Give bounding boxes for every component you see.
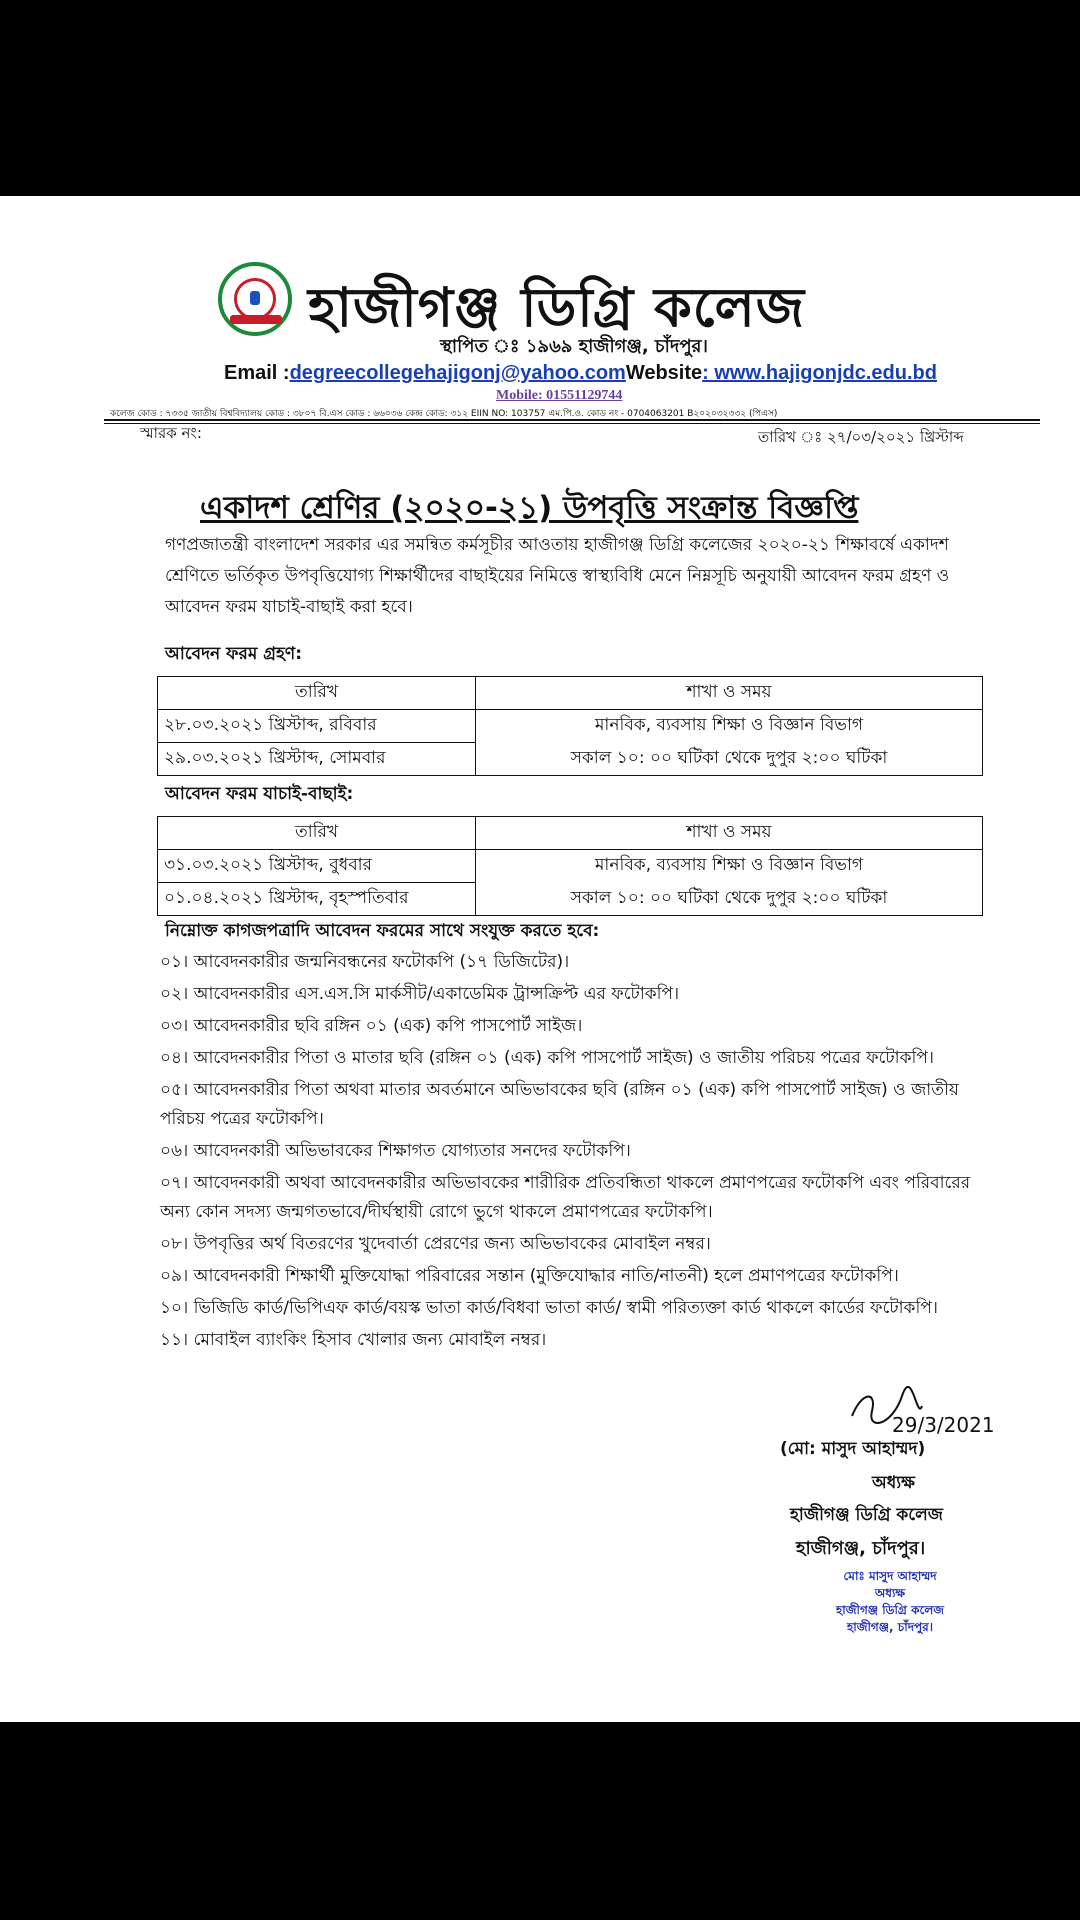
header-divider-thin	[104, 423, 1040, 424]
contact-line	[224, 362, 937, 385]
row-branch: সকাল ১০: ০০ ঘটিকা থেকে দুপুর ২:০০ ঘটিকা	[476, 883, 983, 916]
col-date: তারিখ	[158, 817, 476, 850]
row-branch: সকাল ১০: ০০ ঘটিকা থেকে দুপুর ২:০০ ঘটিকা	[476, 743, 983, 776]
section-application-heading: আবেদন ফরম গ্রহণ:	[165, 644, 302, 664]
row-date: ২৯.০৩.২০২১ খ্রিস্টাব্দ, সোমবার	[158, 743, 476, 776]
row-date: ২৮.০৩.২০২১ খ্রিস্টাব্দ, রবিবার	[158, 710, 476, 743]
col-branch: শাখা ও সময়	[476, 677, 983, 710]
row-branch: মানবিক, ব্যবসায় শিক্ষা ও বিজ্ঞান বিভাগ	[476, 850, 983, 883]
signatory-address: হাজীগঞ্জ, চাঁদপুর।	[796, 1538, 926, 1559]
header-divider	[104, 419, 1040, 421]
email-label: Email :	[224, 362, 290, 384]
institution-codes: কলেজ কোড : ৭৩৩৫ জাতীয় বিশ্ববিদ্যালয় কোড : ৩৮০৭ বি.এস কোড : ৬৬০৩৬ কেন্দ্র কোড: ৩১২ EIIN NO: 103757 এম.পি.ও. কোড নং - 0704063201 B২০২০৩২৩৩২ (পিএস)	[110, 409, 778, 419]
list-item: ১১। মোবাইল ব্যাংকিং হিসাব খোলার জন্য মোবাইল নম্বর।	[160, 1330, 547, 1350]
notice-intro: গণপ্রজাতন্ত্রী বাংলাদেশ সরকার এর সমন্বিত কর্মসূচীর আওতায় হাজীগঞ্জ ডিগ্রি কলেজের ২০২০-২১ শিক্ষাবর্ষে একাদশ শ্রেণিতে ভর্তিকৃত উপবৃত্তিযোগ্য শিক্ষার্থীদের বাছাইয়ের নিমিত্তে স্বাস্থ্যবিধি মেনে নিম্নসূচি অনুযায়ী আবেদন ফরম গ্রহণ ও আবেদন ফরম যাচাই-বাছাই করা হবে।	[165, 535, 950, 617]
table-row	[158, 710, 983, 743]
list-item: ১০। ভিজিডি কার্ড/ভিপিএফ কার্ড/বয়স্ক ভাতা কার্ড/বিধবা ভাতা কার্ড/ স্বামী পরিত্যক্তা কার্ড থাকলে কার্ডের ফটোকপি।	[160, 1298, 938, 1318]
col-date: তারিখ	[158, 677, 476, 710]
website-link[interactable]: : www.hajigonjdc.edu.bd	[702, 362, 937, 384]
table-row	[158, 743, 983, 776]
list-item: ০৭। আবেদনকারী অথবা আবেদনকারীর অভিভাবকের শারীরিক প্রতিবন্ধিতা থাকলে প্রমাণপত্রের ফটোকপি এবং পরিবারের অন্য কোন সদস্য জন্মগতভাবে/দীর্ঘস্থায়ী রোগে ভুগে থাকলে প্রমাণপত্রের ফটোকপি।	[160, 1173, 971, 1222]
row-branch: মানবিক, ব্যবসায় শিক্ষা ও বিজ্ঞান বিভাগ	[476, 710, 983, 743]
signatory-role: অধ্যক্ষ	[872, 1473, 915, 1493]
col-branch: শাখা ও সময়	[476, 817, 983, 850]
notice-document	[0, 196, 1080, 1722]
table-row	[158, 883, 983, 916]
official-seal	[810, 1568, 970, 1636]
signature-date: 29/3/2021	[892, 1413, 995, 1437]
website-label: Website	[625, 362, 703, 384]
section-verification-heading: আবেদন ফরম যাচাই-বাছাই:	[165, 784, 354, 804]
list-item: ০৪। আবেদনকারীর পিতা ও মাতার ছবি (রঙ্গিন ০১ (এক) কপি পাসপোর্ট সাইজ) ও জাতীয় পরিচয় পত্রের ফটোকপি।	[160, 1048, 934, 1068]
application-schedule-table	[157, 676, 983, 776]
mobile-number: Mobile: 01551129744	[496, 388, 623, 403]
verification-schedule-table	[157, 816, 983, 916]
list-item: ০৫। আবেদনকারীর পিতা অথবা মাতার অবর্তমানে অভিভাবকের ছবি (রঙ্গিন ০১ (এক) কপি পাসপোর্ট সাইজ) ও জাতীয় পরিচয় পত্রের ফটোকপি।	[160, 1080, 959, 1129]
stamp-name: মোঃ মাসুদ আহাম্মদ	[843, 1569, 937, 1583]
list-item: ০৬। আবেদনকারী অভিভাবকের শিক্ষাগত যোগ্যতার সনদের ফটোকপি।	[160, 1141, 631, 1161]
list-item: ০২। আবেদনকারীর এস.এস.সি মার্কসীট/একাডেমিক ট্রান্সক্রিপ্ট এর ফটোকপি।	[160, 984, 680, 1004]
documents-heading: নিম্নোক্ত কাগজপত্রাদি আবেদন ফরমের সাথে সংযুক্ত করতে হবে:	[165, 921, 600, 941]
email-link[interactable]: degreecollegehajigonj@yahoo.com	[289, 362, 626, 384]
stamp-address: হাজীগঞ্জ, চাঁদপুর।	[846, 1620, 934, 1634]
stamp-role: অধ্যক্ষ	[874, 1586, 906, 1600]
handwritten-signature-icon	[842, 1386, 1012, 1438]
college-logo-icon	[218, 262, 292, 336]
table-row	[158, 850, 983, 883]
established-line: স্থাপিত ঃ ১৯৬৯ হাজীগঞ্জ, চাঁদপুর।	[440, 336, 708, 357]
list-item: ০১। আবেদনকারীর জন্মনিবন্ধনের ফটোকপি (১৭ ডিজিটের)।	[160, 952, 570, 972]
list-item: ০৩। আবেদনকারীর ছবি রঙ্গিন ০১ (এক) কপি পাসপোর্ট সাইজ।	[160, 1016, 583, 1036]
memo-number: স্মারক নং:	[140, 424, 202, 442]
notice-title: একাদশ শ্রেণির (২০২০-২১) উপবৃত্তি সংক্রান্ত বিজ্ঞপ্তি	[200, 490, 859, 526]
list-item: ০৮। উপবৃত্তির অর্থ বিতরণের খুদেবার্তা প্রেরণের জন্য অভিভাবকের মোবাইল নম্বর।	[160, 1234, 711, 1254]
notice-date: তারিখ ঃ ২৭/০৩/২০২১ খ্রিস্টাব্দ	[758, 428, 964, 446]
signatory-name: (মো: মাসুদ আহাম্মদ)	[780, 1439, 926, 1459]
list-item: ০৯। আবেদনকারী শিক্ষার্থী মুক্তিযোদ্ধা পরিবারের সন্তান (মুক্তিযোদ্ধার নাতি/নাতনী) হলে প্রমাণপত্রের ফটোকপি।	[160, 1266, 899, 1286]
college-name: হাজীগঞ্জ ডিগ্রি কলেজ	[308, 276, 806, 339]
signatory-college: হাজীগঞ্জ ডিগ্রি কলেজ	[790, 1505, 944, 1525]
documents-list	[160, 948, 980, 1358]
row-date: ০১.০৪.২০২১ খ্রিস্টাব্দ, বৃহস্পতিবার	[158, 883, 476, 916]
stamp-college: হাজীগঞ্জ ডিগ্রি কলেজ	[835, 1603, 944, 1617]
row-date: ৩১.০৩.২০২১ খ্রিস্টাব্দ, বুধবার	[158, 850, 476, 883]
